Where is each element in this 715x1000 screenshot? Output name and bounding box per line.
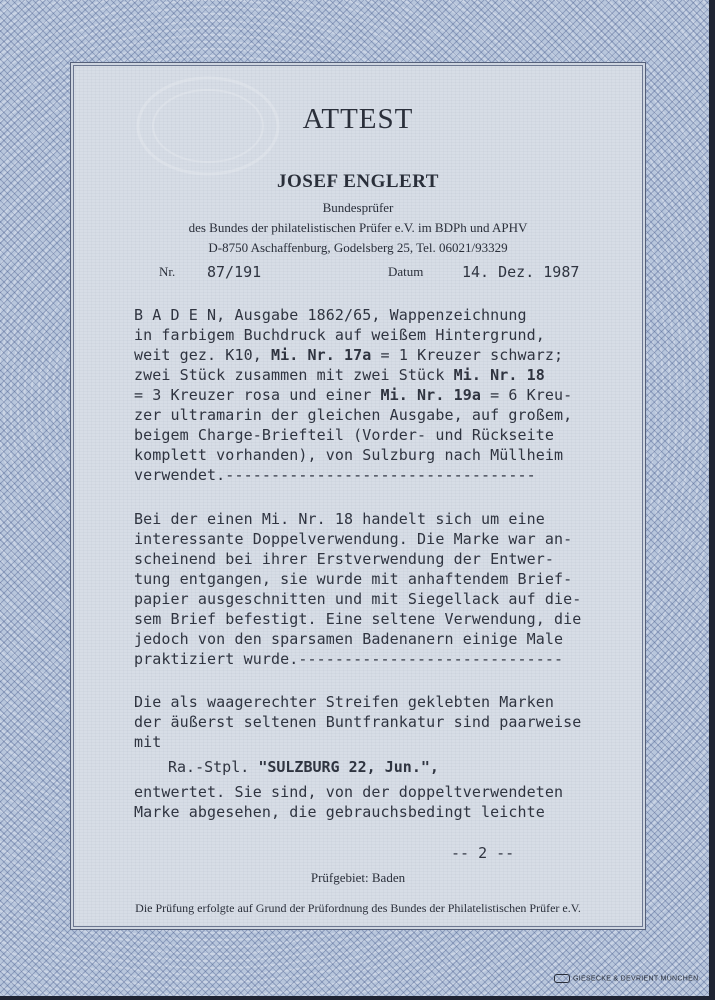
scan-edge-right: [709, 0, 715, 1000]
examiner-address: D-8750 Aschaffenburg, Godelsberg 25, Tel. 06021/93329: [208, 240, 508, 255]
text-line: Bei der einen Mi. Nr. 18 handelt sich um eine: [134, 510, 545, 528]
examiner-role: Bundesprüfer: [322, 200, 394, 215]
text-line: praktiziert wurde.-----------------------------: [134, 650, 564, 668]
examination-note: Die Prüfung erfolgte auf Grund der Prüfordnung des Bundes der Philatelistischen Prüfer e.V.: [135, 901, 581, 915]
text-line: komplett vorhanden), von Sulzburg nach Müllheim: [134, 446, 564, 464]
number-label: Nr.: [159, 264, 176, 279]
page-marker: -- 2 --: [451, 844, 515, 862]
catalog-ref: Mi. Nr. 19a: [380, 386, 481, 404]
text-line: B A D E N, Ausgabe 1862/65, Wappenzeichnung: [134, 306, 527, 324]
printer-imprint: GIESECKE & DEVRIENT MÜNCHEN: [554, 974, 698, 983]
cancellation-stamp-line: Ra.-Stpl. "SULZBURG 22, Jun.",: [168, 758, 439, 776]
text-line: weit gez. K10, Mi. Nr. 17a = 1 Kreuzer schwarz;: [134, 346, 564, 364]
cancellation-stamp-text: "SULZBURG 22, Jun.",: [258, 758, 439, 776]
certificate-date: 14. Dez. 1987: [462, 263, 580, 281]
catalog-ref: Mi. Nr. 18: [453, 366, 545, 384]
text-line: zer ultramarin der gleichen Ausgabe, auf großem,: [134, 406, 573, 424]
text-line: in farbigem Buchdruck auf weißem Hintergrund,: [134, 326, 545, 344]
text-line: entwertet. Sie sind, von der doppeltverwendeten: [134, 783, 564, 801]
examination-area: Prüfgebiet: Baden: [310, 870, 406, 885]
text-line: beigem Charge-Briefteil (Vorder- und Rückseite: [134, 426, 555, 444]
text-line: jedoch von den sparsamen Badenanern einige Male: [134, 630, 564, 648]
examiner-name: JOSEF ENGLERT: [277, 171, 439, 192]
certificate-title: ATTEST: [302, 103, 414, 135]
scan-edge-bottom: [0, 996, 715, 1000]
text-line: Marke abgesehen, die gebrauchsbedingt leichte: [134, 803, 545, 821]
text-line: scheinend bei ihrer Erstverwendung der Entwer-: [134, 550, 555, 568]
text-line: = 3 Kreuzer rosa und einer Mi. Nr. 19a = 6 Kreu-: [134, 386, 573, 404]
text-line: zwei Stück zusammen mit zwei Stück Mi. Nr. 18: [134, 366, 545, 384]
text-line: verwendet.----------------------------------: [134, 466, 536, 484]
examiner-organization: des Bundes der philatelistischen Prüfer e.V. im BDPh und APHV: [188, 220, 528, 235]
text-line: sem Brief befestigt. Eine seltene Verwendung, die: [134, 610, 582, 628]
text-line: der äußerst seltenen Buntfrankatur sind paarweise: [134, 713, 582, 731]
certificate-number: 87/191: [207, 263, 262, 281]
text-line: tung entgangen, sie wurde mit anhaftendem Brief-: [134, 570, 573, 588]
text-line: papier ausgeschnitten und mit Siegellack auf die-: [134, 590, 582, 608]
text-line: interessante Doppelverwendung. Die Marke war an-: [134, 530, 573, 548]
text-line: Die als waagerechter Streifen geklebten Marken: [134, 693, 555, 711]
catalog-ref: Mi. Nr. 17a: [270, 346, 372, 364]
printer-logo-icon: [554, 974, 570, 983]
certificate-panel: [70, 62, 646, 930]
text-line: mit: [134, 733, 162, 751]
date-label: Datum: [388, 264, 424, 279]
